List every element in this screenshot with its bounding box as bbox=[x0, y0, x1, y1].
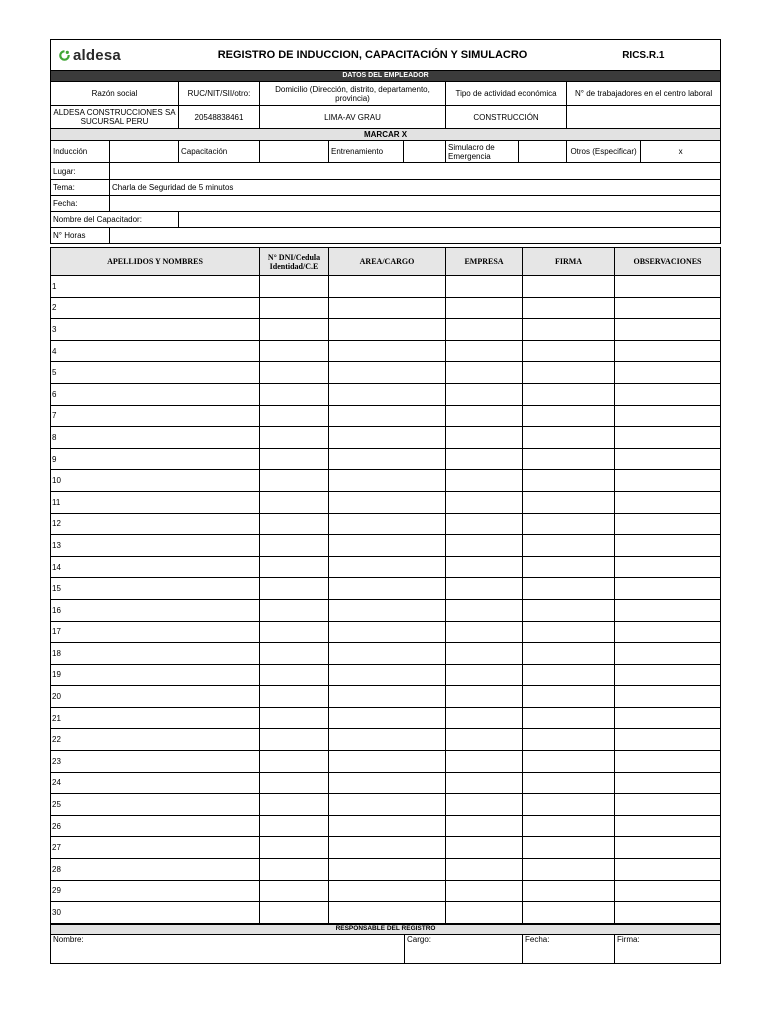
row-number: 29 bbox=[52, 886, 61, 896]
responsable-cargo-field[interactable]: Cargo: bbox=[405, 934, 523, 963]
responsable-fecha-field[interactable]: Fecha: bbox=[523, 934, 615, 963]
attendee-observaciones-cell[interactable] bbox=[615, 340, 721, 362]
table-row bbox=[51, 556, 721, 578]
table-row bbox=[51, 707, 721, 729]
form-top-table bbox=[50, 39, 721, 244]
attendee-name-cell[interactable] bbox=[51, 383, 260, 405]
col-empresa: EMPRESA bbox=[446, 248, 523, 276]
attendee-area-cell[interactable] bbox=[329, 794, 446, 816]
attendee-area-cell[interactable] bbox=[329, 491, 446, 513]
attendee-dni-cell[interactable] bbox=[260, 621, 329, 643]
attendee-dni-cell[interactable] bbox=[260, 664, 329, 686]
attendee-area-cell[interactable] bbox=[329, 513, 446, 535]
attendee-name-cell[interactable] bbox=[51, 686, 260, 708]
row-number: 14 bbox=[52, 562, 61, 572]
attendee-empresa-cell[interactable] bbox=[446, 643, 523, 665]
attendee-dni-cell[interactable] bbox=[260, 319, 329, 341]
attendee-observaciones-cell[interactable] bbox=[615, 686, 721, 708]
row-number: 12 bbox=[52, 519, 61, 529]
row-number: 17 bbox=[52, 627, 61, 637]
attendee-name-cell[interactable] bbox=[51, 599, 260, 621]
attendee-area-cell[interactable] bbox=[329, 319, 446, 341]
row-number: 9 bbox=[52, 454, 57, 464]
attendee-dni-cell[interactable] bbox=[260, 513, 329, 535]
table-row bbox=[51, 491, 721, 513]
attendee-area-cell[interactable] bbox=[329, 362, 446, 384]
table-row bbox=[51, 686, 721, 708]
col-firma: FIRMA bbox=[523, 248, 615, 276]
attendee-empresa-cell[interactable] bbox=[446, 362, 523, 384]
attendee-firma-cell[interactable] bbox=[523, 815, 615, 837]
row-number: 3 bbox=[52, 324, 57, 334]
attendee-observaciones-cell[interactable] bbox=[615, 837, 721, 859]
attendee-name-cell[interactable] bbox=[51, 578, 260, 600]
responsable-firma-field[interactable]: Firma: bbox=[615, 934, 721, 963]
attendee-dni-cell[interactable] bbox=[260, 405, 329, 427]
attendee-name-cell[interactable] bbox=[51, 621, 260, 643]
row-number: 15 bbox=[52, 584, 61, 594]
attendee-empresa-cell[interactable] bbox=[446, 319, 523, 341]
table-row bbox=[51, 362, 721, 384]
attendee-area-cell[interactable] bbox=[329, 707, 446, 729]
attendee-empresa-cell[interactable] bbox=[446, 276, 523, 298]
attendee-firma-cell[interactable] bbox=[523, 664, 615, 686]
attendees-table bbox=[50, 247, 721, 924]
attendee-dni-cell[interactable] bbox=[260, 556, 329, 578]
attendee-observaciones-cell[interactable] bbox=[615, 427, 721, 449]
attendee-observaciones-cell[interactable] bbox=[615, 599, 721, 621]
attendee-observaciones-cell[interactable] bbox=[615, 276, 721, 298]
row-number: 24 bbox=[52, 778, 61, 788]
value-trabajadores[interactable] bbox=[567, 106, 721, 129]
attendee-firma-cell[interactable] bbox=[523, 276, 615, 298]
attendee-firma-cell[interactable] bbox=[523, 362, 615, 384]
attendee-firma-cell[interactable] bbox=[523, 599, 615, 621]
attendee-empresa-cell[interactable] bbox=[446, 902, 523, 924]
attendee-firma-cell[interactable] bbox=[523, 491, 615, 513]
attendee-dni-cell[interactable] bbox=[260, 686, 329, 708]
col-dni: N° DNI/Cedula Identidad/C.E bbox=[260, 248, 329, 276]
table-row bbox=[51, 902, 721, 924]
attendee-name-cell[interactable] bbox=[51, 276, 260, 298]
attendee-observaciones-cell[interactable] bbox=[615, 880, 721, 902]
attendee-observaciones-cell[interactable] bbox=[615, 405, 721, 427]
attendee-area-cell[interactable] bbox=[329, 664, 446, 686]
check-simulacro[interactable] bbox=[519, 141, 567, 163]
attendee-observaciones-cell[interactable] bbox=[615, 815, 721, 837]
attendee-area-cell[interactable] bbox=[329, 556, 446, 578]
attendee-empresa-cell[interactable] bbox=[446, 578, 523, 600]
employer-section-title: DATOS DEL EMPLEADOR bbox=[51, 71, 721, 82]
attendee-name-cell[interactable] bbox=[51, 707, 260, 729]
attendee-empresa-cell[interactable] bbox=[446, 772, 523, 794]
row-number: 22 bbox=[52, 735, 61, 745]
table-row bbox=[51, 340, 721, 362]
table-row bbox=[51, 599, 721, 621]
attendee-area-cell[interactable] bbox=[329, 686, 446, 708]
row-number: 6 bbox=[52, 389, 57, 399]
row-number: 30 bbox=[52, 908, 61, 918]
attendee-name-cell[interactable] bbox=[51, 491, 260, 513]
attendee-name-cell[interactable] bbox=[51, 794, 260, 816]
attendee-firma-cell[interactable] bbox=[523, 772, 615, 794]
attendee-name-cell[interactable] bbox=[51, 729, 260, 751]
row-number: 18 bbox=[52, 648, 61, 658]
table-row bbox=[51, 751, 721, 773]
attendee-dni-cell[interactable] bbox=[260, 880, 329, 902]
attendee-area-cell[interactable] bbox=[329, 902, 446, 924]
attendee-observaciones-cell[interactable] bbox=[615, 319, 721, 341]
attendee-area-cell[interactable] bbox=[329, 383, 446, 405]
table-row bbox=[51, 643, 721, 665]
attendee-name-cell[interactable] bbox=[51, 772, 260, 794]
attendee-name-cell[interactable] bbox=[51, 362, 260, 384]
attendee-name-cell[interactable] bbox=[51, 751, 260, 773]
attendee-firma-cell[interactable] bbox=[523, 513, 615, 535]
row-number: 23 bbox=[52, 756, 61, 766]
attendee-empresa-cell[interactable] bbox=[446, 340, 523, 362]
attendee-dni-cell[interactable] bbox=[260, 772, 329, 794]
attendee-observaciones-cell[interactable] bbox=[615, 772, 721, 794]
table-row bbox=[51, 427, 721, 449]
attendee-observaciones-cell[interactable] bbox=[615, 751, 721, 773]
attendee-dni-cell[interactable] bbox=[260, 383, 329, 405]
header-actividad: Tipo de actividad económica bbox=[446, 82, 567, 106]
attendee-name-cell[interactable] bbox=[51, 340, 260, 362]
label-induccion: Inducción bbox=[51, 141, 110, 163]
attendee-area-cell[interactable] bbox=[329, 340, 446, 362]
attendee-empresa-cell[interactable] bbox=[446, 383, 523, 405]
attendee-firma-cell[interactable] bbox=[523, 707, 615, 729]
row-number: 26 bbox=[52, 821, 61, 831]
responsable-section-title: RESPONSABLE DEL REGISTRO bbox=[51, 924, 721, 934]
attendee-empresa-cell[interactable] bbox=[446, 837, 523, 859]
header-trabajadores: N° de trabajadores en el centro laboral bbox=[567, 82, 721, 106]
attendee-firma-cell[interactable] bbox=[523, 578, 615, 600]
row-number: 5 bbox=[52, 368, 57, 378]
table-row bbox=[51, 815, 721, 837]
form-code: RICS.R.1 bbox=[567, 40, 721, 71]
attendee-observaciones-cell[interactable] bbox=[615, 643, 721, 665]
table-row bbox=[51, 405, 721, 427]
attendee-dni-cell[interactable] bbox=[260, 729, 329, 751]
attendee-dni-cell[interactable] bbox=[260, 902, 329, 924]
attendee-observaciones-cell[interactable] bbox=[615, 621, 721, 643]
attendee-name-cell[interactable] bbox=[51, 859, 260, 881]
table-row bbox=[51, 535, 721, 557]
attendee-name-cell[interactable] bbox=[51, 297, 260, 319]
attendee-area-cell[interactable] bbox=[329, 276, 446, 298]
table-row bbox=[51, 470, 721, 492]
attendee-area-cell[interactable] bbox=[329, 427, 446, 449]
attendee-dni-cell[interactable] bbox=[260, 340, 329, 362]
row-number: 11 bbox=[52, 497, 61, 507]
attendee-empresa-cell[interactable] bbox=[446, 686, 523, 708]
check-capacitacion[interactable] bbox=[260, 141, 329, 163]
attendee-observaciones-cell[interactable] bbox=[615, 491, 721, 513]
attendee-firma-cell[interactable] bbox=[523, 751, 615, 773]
row-number: 10 bbox=[52, 476, 61, 486]
value-ruc[interactable]: 20548838461 bbox=[179, 106, 260, 129]
value-domicilio[interactable]: LIMA-AV GRAU bbox=[260, 106, 446, 129]
attendee-observaciones-cell[interactable] bbox=[615, 729, 721, 751]
attendee-name-cell[interactable] bbox=[51, 643, 260, 665]
attendee-empresa-cell[interactable] bbox=[446, 513, 523, 535]
attendee-observaciones-cell[interactable] bbox=[615, 664, 721, 686]
attendee-observaciones-cell[interactable] bbox=[615, 578, 721, 600]
attendee-empresa-cell[interactable] bbox=[446, 470, 523, 492]
table-row bbox=[51, 319, 721, 341]
form-sheet bbox=[50, 39, 720, 964]
attendee-empresa-cell[interactable] bbox=[446, 664, 523, 686]
attendee-firma-cell[interactable] bbox=[523, 686, 615, 708]
header-razon-social: Razón social bbox=[51, 82, 179, 106]
attendee-dni-cell[interactable] bbox=[260, 599, 329, 621]
attendee-name-cell[interactable] bbox=[51, 880, 260, 902]
attendee-area-cell[interactable] bbox=[329, 859, 446, 881]
attendee-firma-cell[interactable] bbox=[523, 405, 615, 427]
attendee-firma-cell[interactable] bbox=[523, 319, 615, 341]
attendee-empresa-cell[interactable] bbox=[446, 880, 523, 902]
attendee-firma-cell[interactable] bbox=[523, 859, 615, 881]
table-row bbox=[51, 513, 721, 535]
attendee-firma-cell[interactable] bbox=[523, 340, 615, 362]
value-fecha[interactable] bbox=[110, 196, 721, 212]
value-razon-social[interactable]: ALDESA CONSTRUCCIONES SA SUCURSAL PERU bbox=[51, 106, 179, 129]
row-number: 28 bbox=[52, 864, 61, 874]
attendee-area-cell[interactable] bbox=[329, 297, 446, 319]
attendee-dni-cell[interactable] bbox=[260, 276, 329, 298]
attendee-area-cell[interactable] bbox=[329, 729, 446, 751]
attendee-firma-cell[interactable] bbox=[523, 535, 615, 557]
row-number: 4 bbox=[52, 346, 57, 356]
header-ruc: RUC/NIT/SII/otro: bbox=[179, 82, 260, 106]
attendee-observaciones-cell[interactable] bbox=[615, 859, 721, 881]
attendee-firma-cell[interactable] bbox=[523, 729, 615, 751]
attendee-empresa-cell[interactable] bbox=[446, 535, 523, 557]
label-tema: Tema: bbox=[51, 180, 110, 196]
attendee-observaciones-cell[interactable] bbox=[615, 794, 721, 816]
attendee-observaciones-cell[interactable] bbox=[615, 470, 721, 492]
attendee-name-cell[interactable] bbox=[51, 664, 260, 686]
attendee-firma-cell[interactable] bbox=[523, 297, 615, 319]
attendee-name-cell[interactable] bbox=[51, 815, 260, 837]
table-row bbox=[51, 729, 721, 751]
attendee-area-cell[interactable] bbox=[329, 405, 446, 427]
attendee-empresa-cell[interactable] bbox=[446, 729, 523, 751]
attendee-firma-cell[interactable] bbox=[523, 643, 615, 665]
value-capacitador[interactable] bbox=[179, 212, 721, 228]
attendee-name-cell[interactable] bbox=[51, 319, 260, 341]
label-simulacro: Simulacro de Emergencia bbox=[446, 141, 519, 163]
attendee-observaciones-cell[interactable] bbox=[615, 448, 721, 470]
table-row bbox=[51, 448, 721, 470]
value-actividad[interactable]: CONSTRUCCIÓN bbox=[446, 106, 567, 129]
attendee-name-cell[interactable] bbox=[51, 427, 260, 449]
attendee-dni-cell[interactable] bbox=[260, 859, 329, 881]
attendee-name-cell[interactable] bbox=[51, 837, 260, 859]
attendee-dni-cell[interactable] bbox=[260, 751, 329, 773]
attendee-empresa-cell[interactable] bbox=[446, 859, 523, 881]
attendee-firma-cell[interactable] bbox=[523, 427, 615, 449]
check-otros[interactable]: x bbox=[641, 141, 721, 163]
header-domicilio: Domicilio (Dirección, distrito, departamento, provincia) bbox=[260, 82, 446, 106]
attendees-header-row bbox=[51, 248, 721, 276]
attendee-dni-cell[interactable] bbox=[260, 578, 329, 600]
aldesa-logo-icon bbox=[59, 50, 70, 61]
attendee-dni-cell[interactable] bbox=[260, 427, 329, 449]
table-row bbox=[51, 276, 721, 298]
attendee-area-cell[interactable] bbox=[329, 578, 446, 600]
table-row bbox=[51, 772, 721, 794]
table-row bbox=[51, 664, 721, 686]
row-number: 25 bbox=[52, 800, 61, 810]
attendee-empresa-cell[interactable] bbox=[446, 297, 523, 319]
attendee-empresa-cell[interactable] bbox=[446, 815, 523, 837]
label-capacitador: Nombre del Capacitador: bbox=[51, 212, 179, 228]
col-area-cargo: AREA/CARGO bbox=[329, 248, 446, 276]
attendee-name-cell[interactable] bbox=[51, 405, 260, 427]
attendee-name-cell[interactable] bbox=[51, 902, 260, 924]
row-number: 2 bbox=[52, 303, 57, 313]
attendee-dni-cell[interactable] bbox=[260, 837, 329, 859]
attendee-dni-cell[interactable] bbox=[260, 707, 329, 729]
row-number: 20 bbox=[52, 692, 61, 702]
responsable-nombre-field[interactable]: Nombre: bbox=[51, 934, 405, 963]
attendee-empresa-cell[interactable] bbox=[446, 556, 523, 578]
attendee-empresa-cell[interactable] bbox=[446, 707, 523, 729]
attendee-area-cell[interactable] bbox=[329, 772, 446, 794]
attendee-dni-cell[interactable] bbox=[260, 362, 329, 384]
attendee-observaciones-cell[interactable] bbox=[615, 362, 721, 384]
value-tema[interactable]: Charla de Seguridad de 5 minutos bbox=[110, 180, 721, 196]
check-entrenamiento[interactable] bbox=[404, 141, 446, 163]
attendee-empresa-cell[interactable] bbox=[446, 427, 523, 449]
attendee-name-cell[interactable] bbox=[51, 535, 260, 557]
attendee-firma-cell[interactable] bbox=[523, 902, 615, 924]
attendee-firma-cell[interactable] bbox=[523, 383, 615, 405]
attendee-dni-cell[interactable] bbox=[260, 815, 329, 837]
value-horas[interactable] bbox=[110, 228, 721, 244]
table-row bbox=[51, 383, 721, 405]
label-otros: Otros (Especificar) bbox=[567, 141, 641, 163]
table-row bbox=[51, 794, 721, 816]
label-fecha: Fecha: bbox=[51, 196, 110, 212]
attendee-area-cell[interactable] bbox=[329, 880, 446, 902]
table-row bbox=[51, 621, 721, 643]
attendee-firma-cell[interactable] bbox=[523, 448, 615, 470]
attendee-dni-cell[interactable] bbox=[260, 794, 329, 816]
responsable-table bbox=[50, 924, 721, 964]
table-row bbox=[51, 837, 721, 859]
row-number: 16 bbox=[52, 605, 61, 615]
col-observaciones: OBSERVACIONES bbox=[615, 248, 721, 276]
attendee-observaciones-cell[interactable] bbox=[615, 556, 721, 578]
attendee-dni-cell[interactable] bbox=[260, 535, 329, 557]
attendee-area-cell[interactable] bbox=[329, 621, 446, 643]
row-number: 7 bbox=[52, 411, 57, 421]
attendee-observaciones-cell[interactable] bbox=[615, 297, 721, 319]
row-number: 27 bbox=[52, 843, 61, 853]
attendee-empresa-cell[interactable] bbox=[446, 751, 523, 773]
form-title: REGISTRO DE INDUCCION, CAPACITACIÓN Y SIMULACRO bbox=[179, 40, 567, 71]
attendee-empresa-cell[interactable] bbox=[446, 491, 523, 513]
attendee-firma-cell[interactable] bbox=[523, 556, 615, 578]
value-lugar[interactable] bbox=[110, 163, 721, 180]
row-number: 21 bbox=[52, 713, 61, 723]
attendee-firma-cell[interactable] bbox=[523, 621, 615, 643]
label-lugar: Lugar: bbox=[51, 163, 110, 180]
attendee-empresa-cell[interactable] bbox=[446, 448, 523, 470]
logo-cell bbox=[51, 40, 179, 71]
row-number: 19 bbox=[52, 670, 61, 680]
table-row bbox=[51, 859, 721, 881]
label-entrenamiento: Entrenamiento bbox=[329, 141, 404, 163]
table-row bbox=[51, 297, 721, 319]
row-number: 1 bbox=[52, 281, 57, 291]
row-number: 13 bbox=[52, 540, 61, 550]
attendee-firma-cell[interactable] bbox=[523, 794, 615, 816]
attendee-observaciones-cell[interactable] bbox=[615, 513, 721, 535]
attendee-name-cell[interactable] bbox=[51, 470, 260, 492]
label-horas: N° Horas bbox=[51, 228, 110, 244]
attendee-empresa-cell[interactable] bbox=[446, 599, 523, 621]
row-number: 8 bbox=[52, 432, 57, 442]
attendee-dni-cell[interactable] bbox=[260, 470, 329, 492]
attendee-area-cell[interactable] bbox=[329, 815, 446, 837]
attendee-empresa-cell[interactable] bbox=[446, 794, 523, 816]
attendee-firma-cell[interactable] bbox=[523, 880, 615, 902]
attendee-firma-cell[interactable] bbox=[523, 837, 615, 859]
col-apellidos-nombres: APELLIDOS Y NOMBRES bbox=[51, 248, 260, 276]
table-row bbox=[51, 880, 721, 902]
company-logo-text: aldesa bbox=[73, 46, 121, 64]
table-row bbox=[51, 578, 721, 600]
attendee-dni-cell[interactable] bbox=[260, 643, 329, 665]
attendee-dni-cell[interactable] bbox=[260, 448, 329, 470]
attendee-area-cell[interactable] bbox=[329, 535, 446, 557]
attendee-name-cell[interactable] bbox=[51, 513, 260, 535]
attendee-area-cell[interactable] bbox=[329, 643, 446, 665]
attendee-name-cell[interactable] bbox=[51, 556, 260, 578]
attendee-area-cell[interactable] bbox=[329, 599, 446, 621]
attendee-observaciones-cell[interactable] bbox=[615, 707, 721, 729]
attendee-empresa-cell[interactable] bbox=[446, 405, 523, 427]
check-induccion[interactable] bbox=[110, 141, 179, 163]
attendee-area-cell[interactable] bbox=[329, 448, 446, 470]
attendee-observaciones-cell[interactable] bbox=[615, 535, 721, 557]
attendee-area-cell[interactable] bbox=[329, 751, 446, 773]
attendee-empresa-cell[interactable] bbox=[446, 621, 523, 643]
attendee-firma-cell[interactable] bbox=[523, 470, 615, 492]
attendee-name-cell[interactable] bbox=[51, 448, 260, 470]
attendee-observaciones-cell[interactable] bbox=[615, 383, 721, 405]
label-capacitacion: Capacitación bbox=[179, 141, 260, 163]
attendee-dni-cell[interactable] bbox=[260, 491, 329, 513]
attendee-observaciones-cell[interactable] bbox=[615, 902, 721, 924]
attendee-area-cell[interactable] bbox=[329, 470, 446, 492]
marcar-section-title: MARCAR X bbox=[51, 129, 721, 141]
attendee-area-cell[interactable] bbox=[329, 837, 446, 859]
attendee-dni-cell[interactable] bbox=[260, 297, 329, 319]
